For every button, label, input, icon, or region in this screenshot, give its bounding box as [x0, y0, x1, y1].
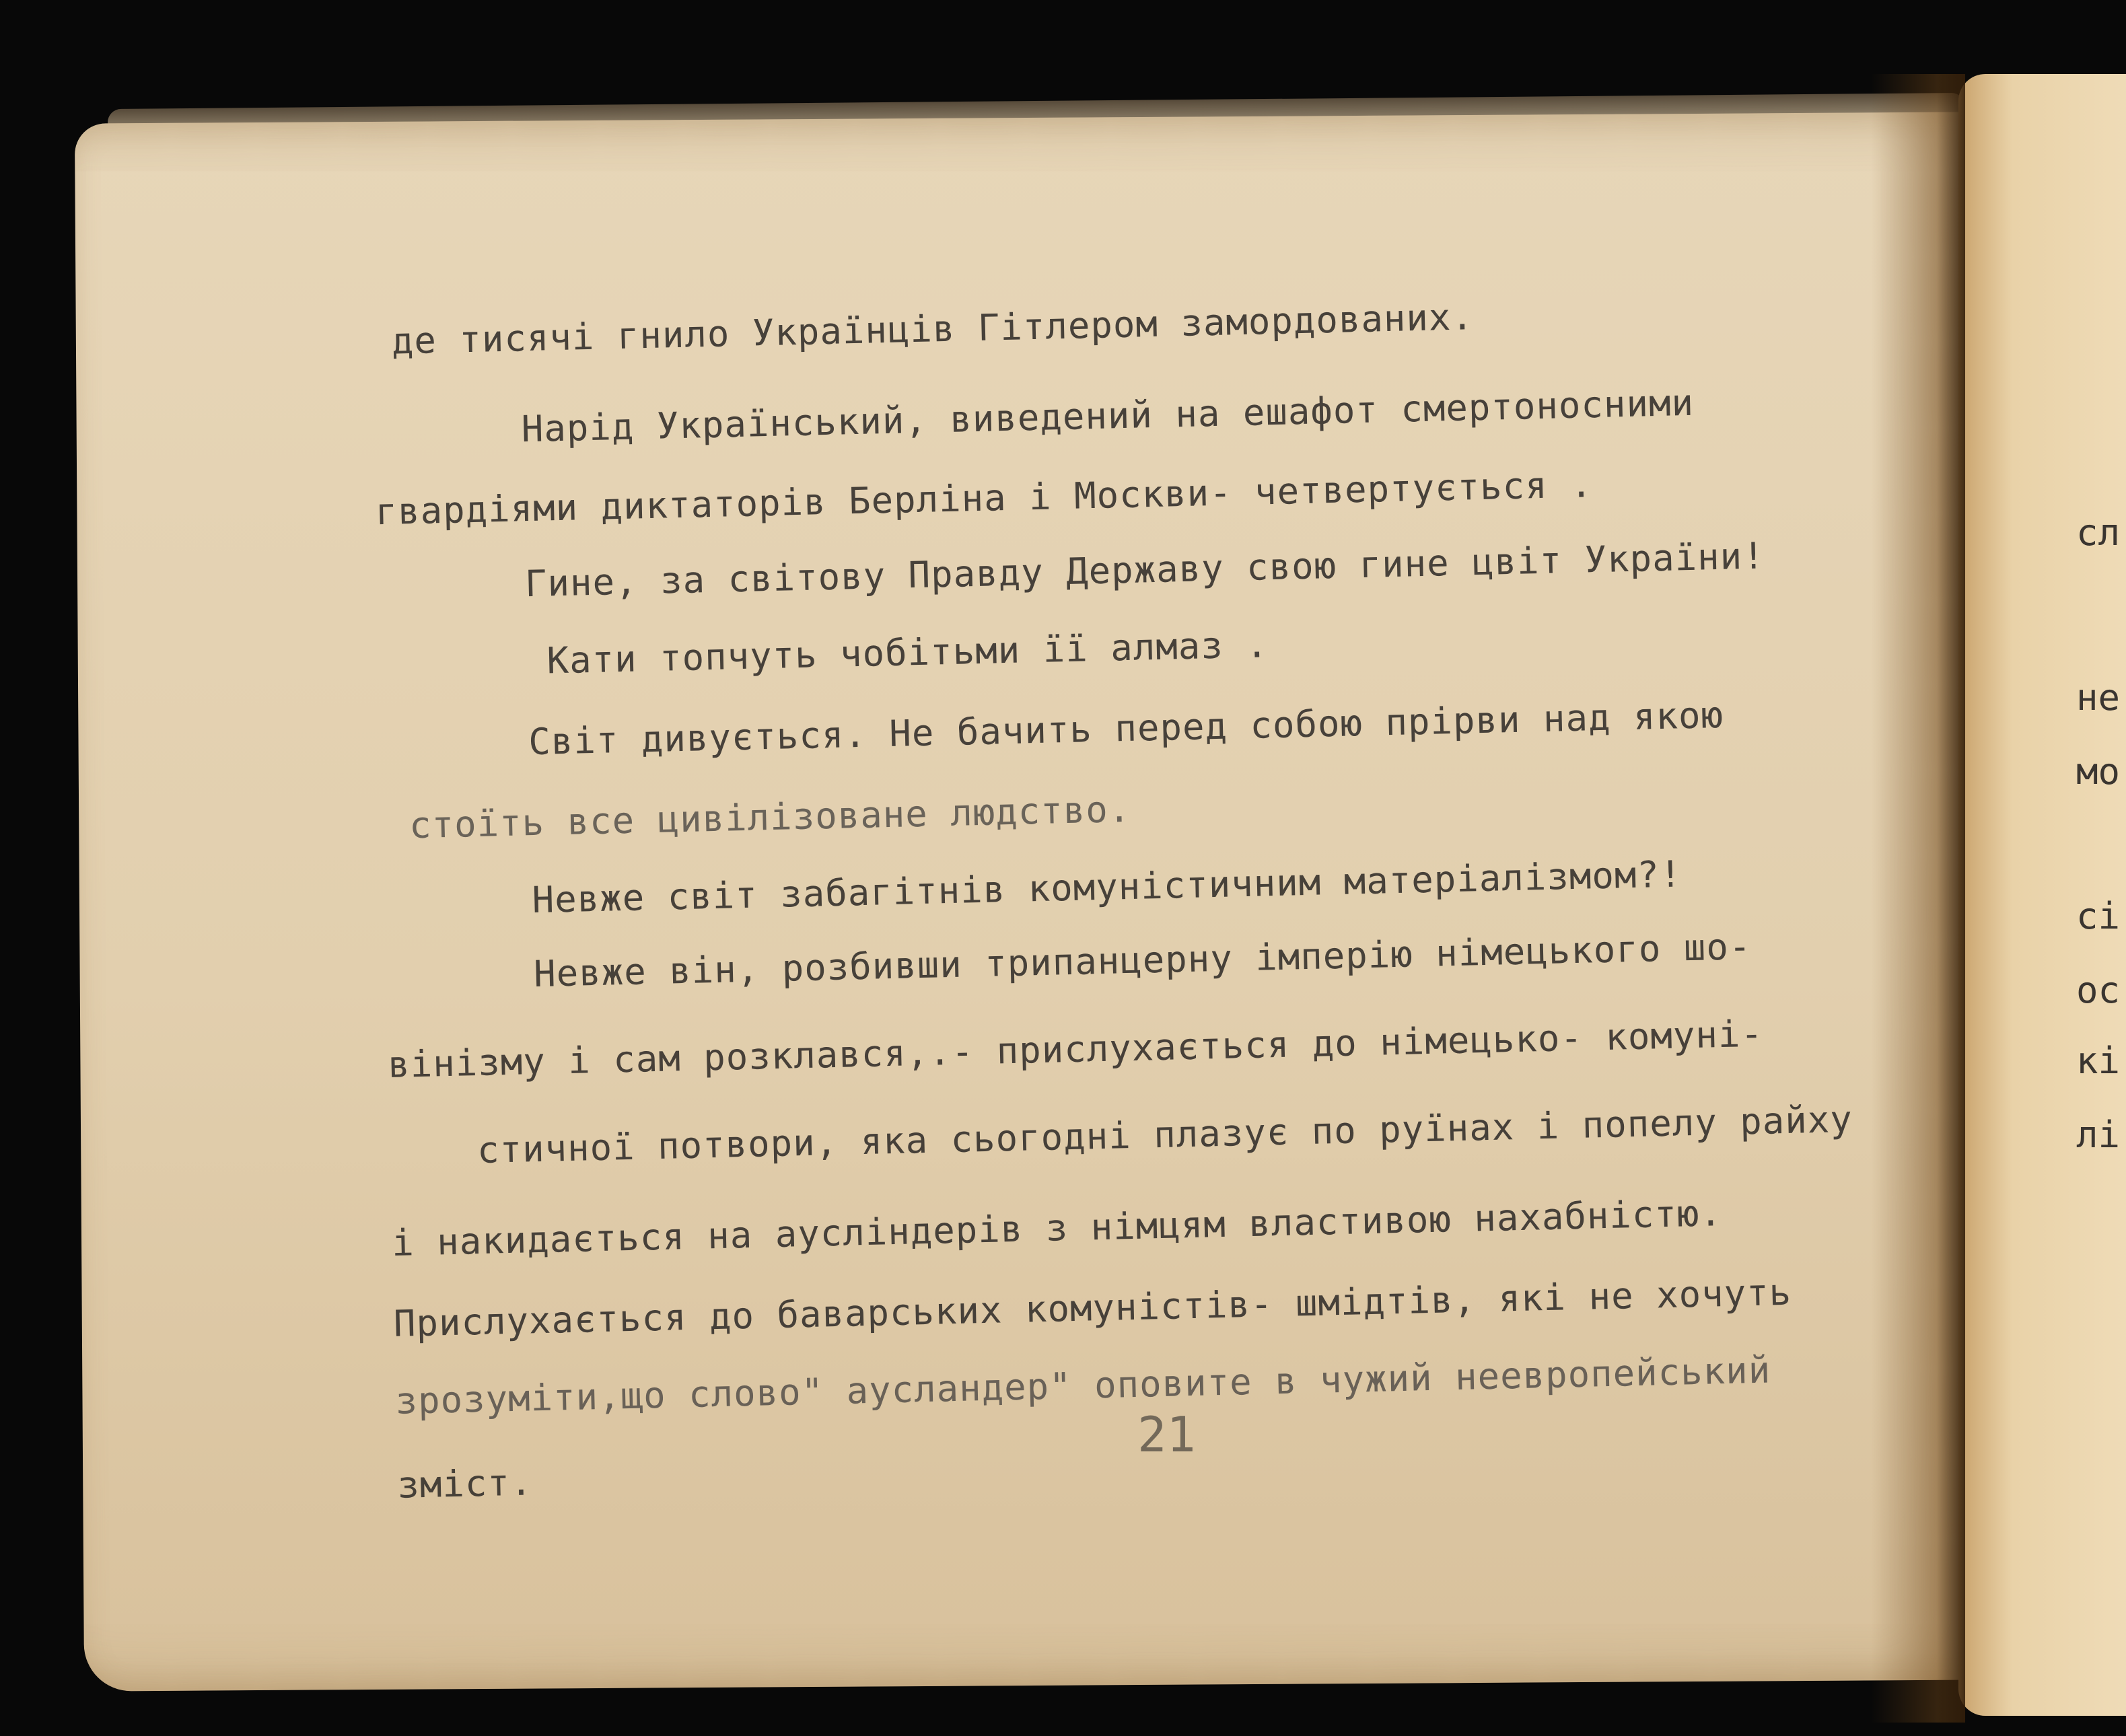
right-page-fragment: кі [2076, 1040, 2121, 1082]
right-page-fragment: ос [2076, 969, 2121, 1011]
text-line: Кати топчуть чобітьми її алмаз . [546, 623, 1269, 682]
text-line: вінізму і сам розклався,.- прислухається до німецько- комуні- [387, 1012, 1764, 1087]
right-page-fragment: сі [2076, 895, 2121, 937]
text-line: Світ дивується. Не бачить перед собою прірви над якою [528, 693, 1724, 764]
text-line: Нарід Український, виведений на ешафот смертоносними [521, 381, 1695, 451]
text-line: де тисячі гнило Українців Гітлером замордованих. [391, 295, 1475, 363]
text-line: зрозуміти,що слово" аусландер" оповите в чужий неевропейський [394, 1348, 1771, 1422]
right-page-fragment: не [2076, 676, 2121, 719]
right-page-fragment: мо [2076, 750, 2121, 793]
text-line: Невже він, розбивши трипанцерну імперію німецького шо- [533, 925, 1752, 996]
text-line: Невже світ забагітнів комуністичним матеріалізмом?! [531, 853, 1683, 922]
right-page-fragment: сл [2076, 511, 2121, 554]
text-line: Прислухається до баварських комуністів- шмідтів, які не хочуть [393, 1270, 1792, 1345]
text-line: і накидається на аусліндерів з німцям властивою нахабністю. [391, 1192, 1723, 1264]
text-line: стичної потвори, яка сьогодні плазує по руїнах і попелу райху [476, 1097, 1853, 1172]
text-line: зміст. [396, 1461, 534, 1507]
page-number: 21 [1137, 1406, 1196, 1463]
text-line: гвардіями диктаторів Берліна і Москви- четвертується . [374, 463, 1594, 534]
text-line: стоїть все цивілізоване людство. [409, 787, 1131, 847]
right-page-fragment: лі [2076, 1114, 2121, 1156]
text-line: Гине, за світову Правду Державу свою гине цвіт України! [524, 534, 1766, 606]
